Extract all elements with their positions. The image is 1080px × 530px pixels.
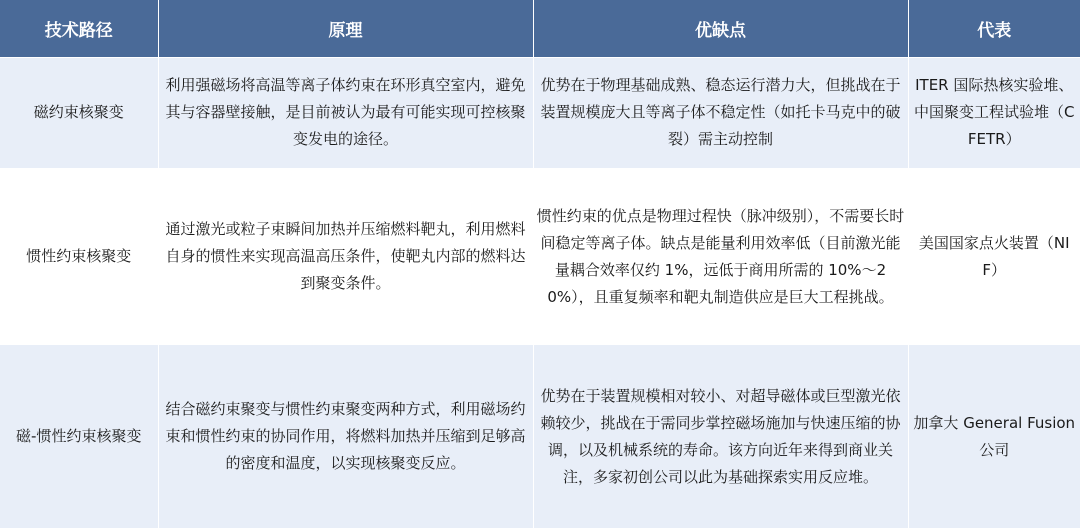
cell-tech-path: 惯性约束核聚变 [0,169,158,345]
header-principle: 原理 [158,0,533,58]
header-tech-path: 技术路径 [0,0,158,58]
cell-pros-cons: 优势在于装置规模相对较小、对超导磁体或巨型激光依赖较少，挑战在于需同步掌控磁场施加与快速压缩的协调，以及机械系统的寿命。该方向近年来得到商业关注，多家初创公司以此为基础探索实用反应堆。 [533,344,908,529]
table-header-row [0,0,1080,58]
cell-tech-path: 磁约束核聚变 [0,58,158,169]
table-row [0,344,1080,529]
header-pros-cons: 优缺点 [533,0,908,58]
cell-pros-cons: 优势在于物理基础成熟、稳态运行潜力大，但挑战在于装置规模庞大且等离子体不稳定性（如托卡马克中的破裂）需主动控制 [533,58,908,169]
cell-principle: 结合磁约束聚变与惯性约束聚变两种方式，利用磁场约束和惯性约束的协同作用，将燃料加热并压缩到足够高的密度和温度，以实现核聚变反应。 [158,344,533,529]
cell-principle: 利用强磁场将高温等离子体约束在环形真空室内，避免其与容器壁接触，是目前被认为最有可能实现可控核聚变发电的途径。 [158,58,533,169]
cell-tech-path: 磁-惯性约束核聚变 [0,344,158,529]
cell-principle: 通过激光或粒子束瞬间加热并压缩燃料靶丸，利用燃料自身的惯性来实现高温高压条件，使靶丸内部的燃料达到聚变条件。 [158,169,533,345]
cell-representative: 加拿大 General Fusion 公司 [908,344,1080,529]
cell-pros-cons: 惯性约束的优点是物理过程快（脉冲级别），不需要长时间稳定等离子体。缺点是能量利用效率低（目前激光能量耦合效率仅约 1%，远低于商用所需的 10%～20%），且重复频率和靶丸制造供应是巨大工程挑战。 [533,169,908,345]
header-representative: 代表 [908,0,1080,58]
cell-representative: 美国国家点火装置（NIF） [908,169,1080,345]
table-row [0,169,1080,345]
table-row [0,58,1080,169]
cell-representative: ITER 国际热核实验堆、中国聚变工程试验堆（CFETR） [908,58,1080,169]
